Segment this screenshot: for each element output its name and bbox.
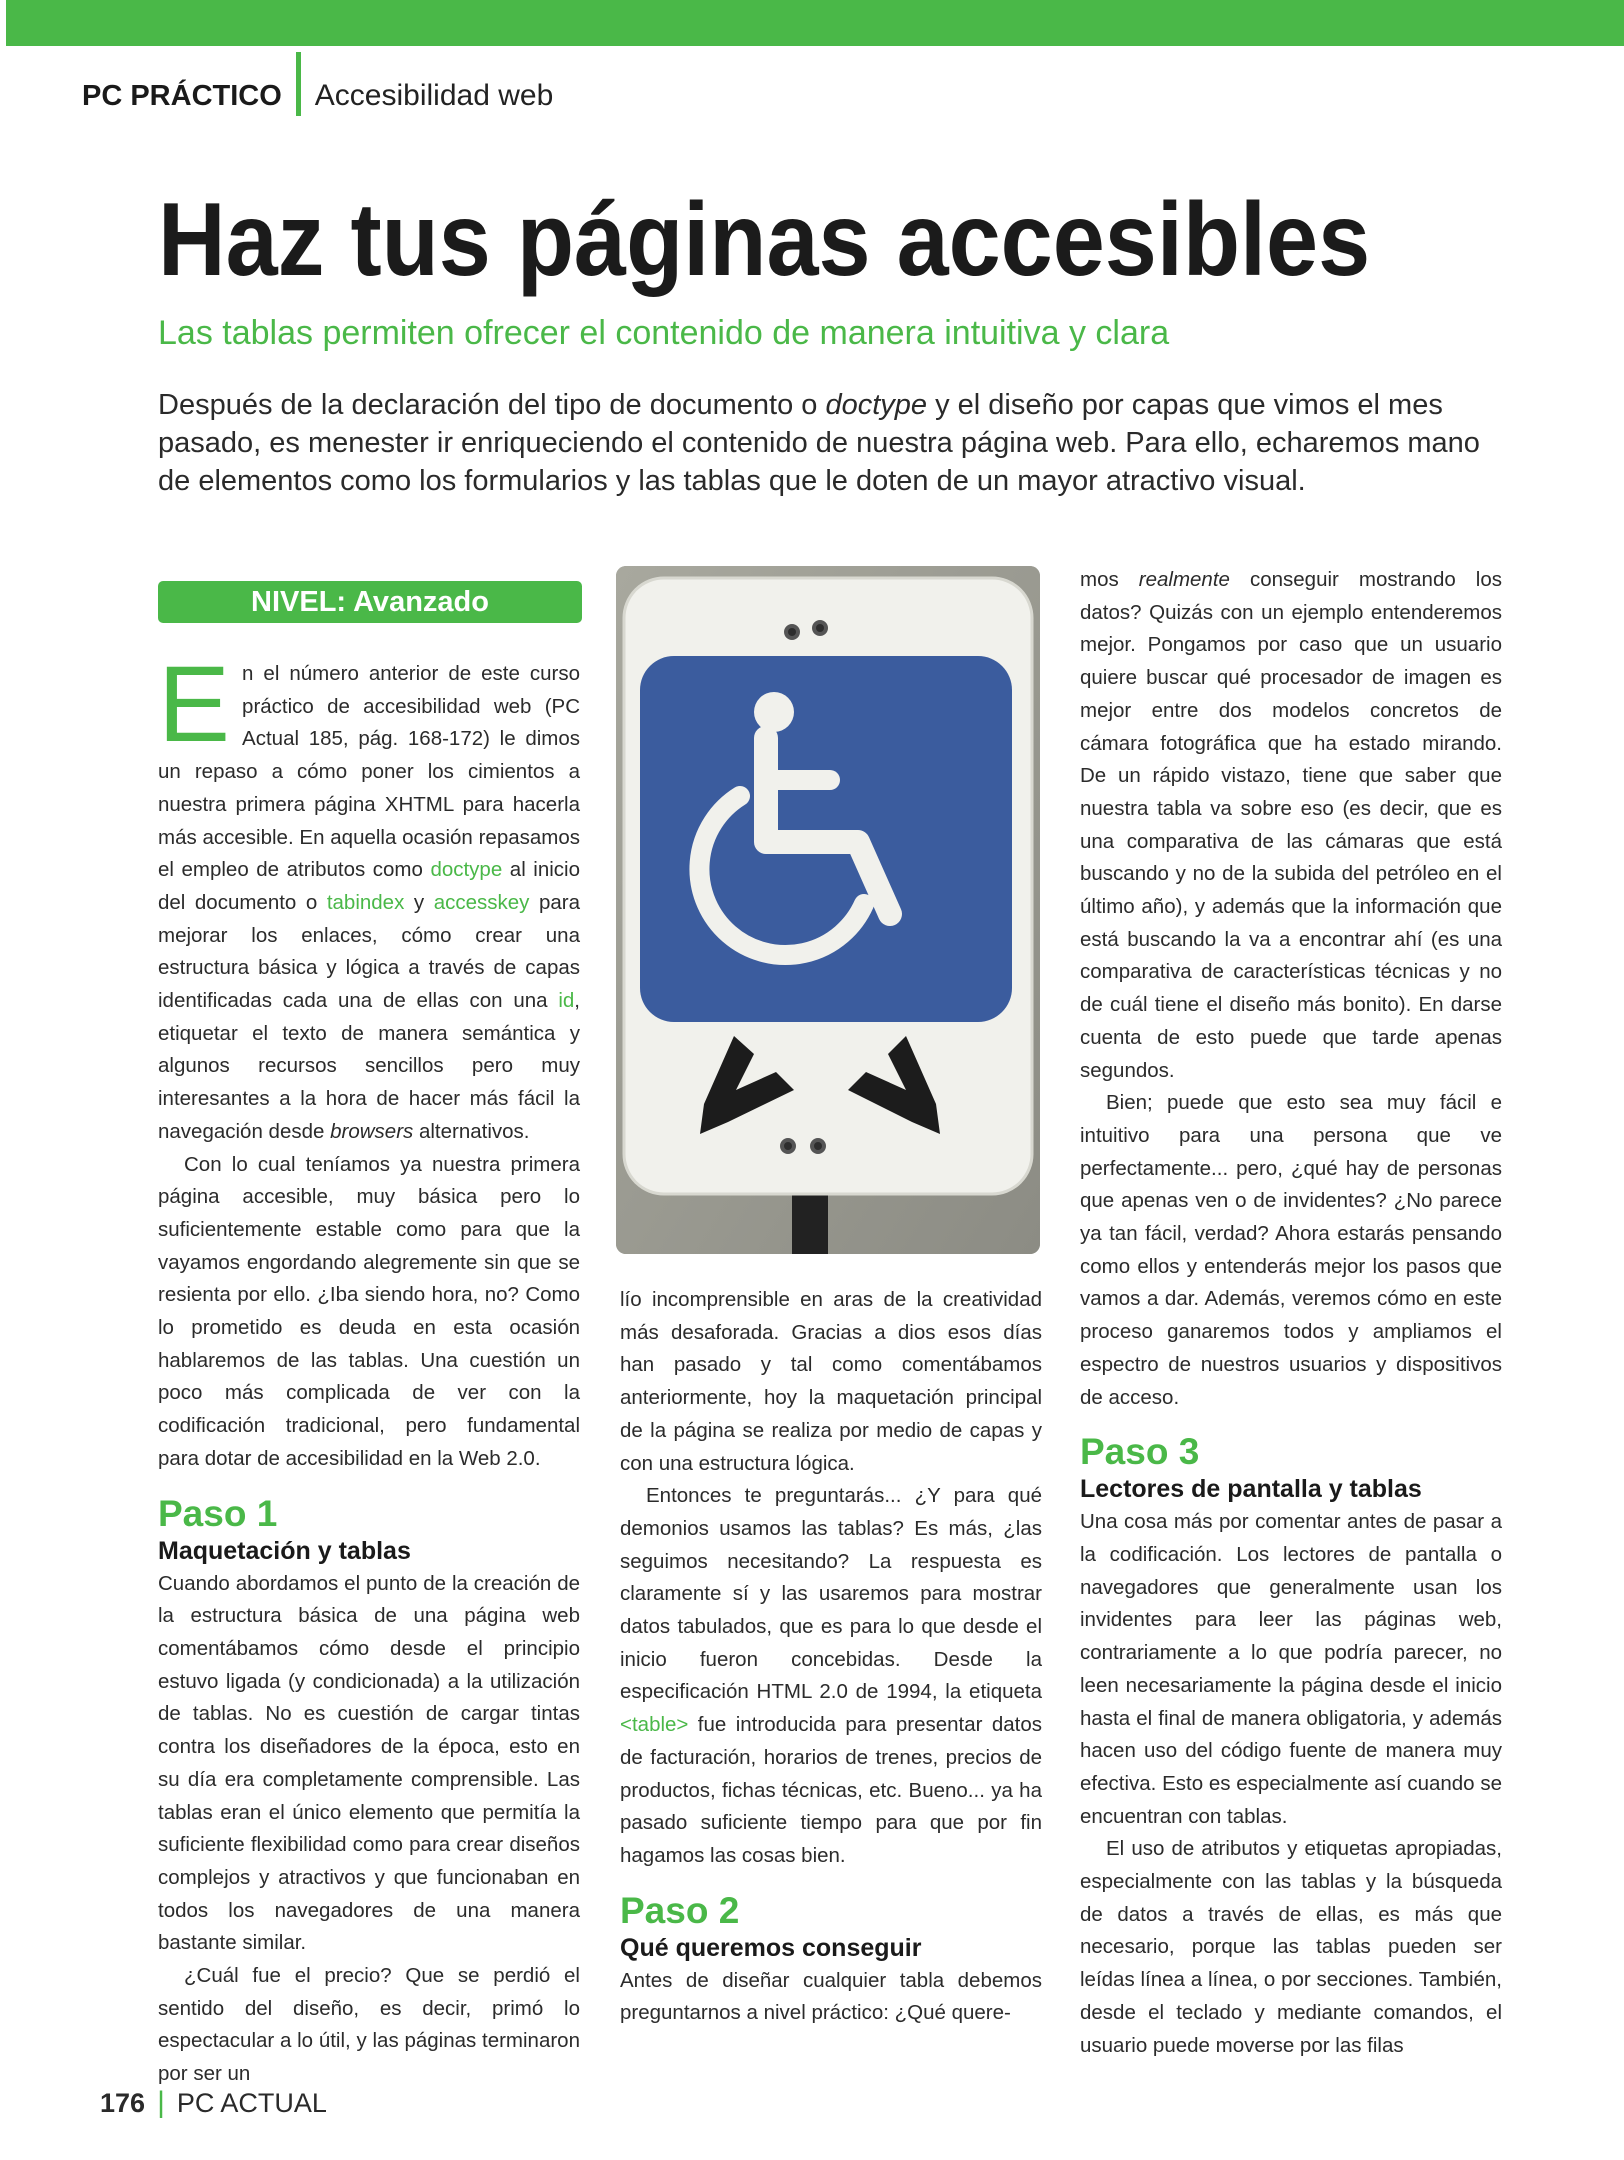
accessibility-sign-photo (616, 566, 1040, 1254)
wheelchair-sign-image (616, 566, 1040, 1254)
drop-cap: E (158, 643, 231, 764)
paragraph (1080, 564, 1502, 1087)
keyword-doctype: doctype (430, 858, 503, 882)
paragraph: ¿Cuál fue el precio? Que se perdió el sentido del diseño, es decir, primó lo espectacular a lo útil, y las páginas terminaron por ser un (158, 1964, 580, 2086)
keyword-accesskey: accesskey (433, 890, 530, 914)
lead-text-cont: y el diseño por capas que vimos el mes pasado, es menester ir enriqueciendo el contenido de nuestra página web. Para ello, echaremos mano de elementos como los formularios y las tablas que le doten de un mayor atractivo visual. (158, 389, 1480, 497)
text-run: , etiquetar el texto de manera semántica y algunos recursos sencillos pero muy interesantes a la hora de hacer más fácil la navegación desde (158, 989, 580, 1143)
article-subtitle: Las tablas permiten ofrecer el contenido de manera intuitiva y clara (158, 314, 1170, 352)
paragraph: El uso de atributos y etiquetas apropiadas, especialmente con las tablas y la búsqueda de datos a través de ellas, es más que necesario, porque las tablas pueden ser leídas línea a línea, o por secciones. También, desde el teclado y mediante comandos, el usuario puede moverse por las filas (1080, 1837, 1502, 2057)
keyword-id: id (558, 989, 575, 1013)
column-3 (1080, 564, 1502, 2062)
column-2 (620, 1284, 1042, 2030)
top-color-bar (6, 0, 1624, 46)
lead-text: Después de la declaración del tipo de documento o (158, 389, 826, 421)
paragraph: Una cosa más por comentar antes de pasar a la codificación. Los lectores de pantalla o navegadores que generalmente usan los invidentes para leer las páginas web, contrariamente a lo que podría parecer, no leen necesariamente la página desde el inicio hasta el final de manera obligatoria, y además hacen uso del código fuente de manera muy efectiva. Esto es especialmente así cuando se encuentran con tablas. (1080, 1510, 1502, 1828)
text-run: n el número anterior de este curso práctico de accesibilidad web (PC Actual 185, pág. 168-172) le dimos un repaso a cómo poner los cimientos a nuestra primera página XHTML para hacerla más accesible. En aquella ocasión repasamos el empleo de atributos como (158, 662, 580, 882)
paragraph: Con lo cual teníamos ya nuestra primera página accesible, muy básica pero lo suficientemente estable como para que la vayamos engordando alegremente sin que se resienta por ello. ¿Iba siendo hora, no? Como lo prometido es deuda en esta ocasión hablaremos de las tablas. Una cuestión un poco más complicada de ver con la codificación tradicional, pero fundamental para dotar de accesibilidad en la Web 2.0. (158, 1152, 580, 1470)
text-run: mos (1080, 568, 1139, 591)
paragraph: lío incomprensible en aras de la creatividad más desaforada. Gracias a dios esos días han pasado y tal como comentábamos anteriormente, hoy la maquetación principal de la página se realiza por medio de capas y con una estructura lógica. (620, 1288, 1042, 1475)
page-footer (100, 2086, 327, 2120)
paragraph (158, 643, 580, 1149)
keyword-table-tag: <table> (620, 1713, 689, 1737)
article-title: Haz tus páginas accesibles (158, 182, 1371, 298)
step-2-title: Paso 2 (620, 1889, 740, 1931)
paragraph: Antes de diseñar cualquier tabla debemos preguntarnos a nivel práctico: ¿Qué quere- (620, 1968, 1042, 2025)
column-1 (158, 643, 580, 2091)
step-1-subtitle: Maquetación y tablas (158, 1536, 411, 1565)
article-lead (158, 386, 1498, 500)
step-1-title: Paso 1 (158, 1492, 278, 1534)
paragraph: Bien; puede que esto sea muy fácil e intuitivo para una persona que ve perfectamente... pero, ¿qué hay de personas que apenas ven o de invidentes? ¿No parece ya tan fácil, verdad? Ahora estarás pensando como ellos y entenderás mejor los pasos que vamos a dar. Además, veremos cómo en este proceso ganaremos todos y ampliamos el espectro de nuestros usuarios y dispositivos de acceso. (1080, 1091, 1502, 1409)
level-badge: NIVEL: Avanzado (158, 581, 582, 623)
text-run: para mejorar los enlaces, cómo crear una estructura básica y lógica a través de capas identificadas cada una de ellas con una (158, 890, 580, 1013)
section-subtitle: Accesibilidad web (314, 79, 554, 112)
italic-browsers: browsers (330, 1119, 414, 1143)
footer-divider: | (157, 2086, 165, 2119)
section-label: PC PRÁCTICO (82, 79, 282, 112)
step-3-subtitle: Lectores de pantalla y tablas (1080, 1475, 1422, 1504)
step-2-subtitle: Qué queremos conseguir (620, 1933, 922, 1962)
step-3-title: Paso 3 (1080, 1431, 1200, 1473)
text-run: y (404, 890, 434, 914)
lead-italic-term: doctype (825, 389, 928, 421)
text-run: Entonces te preguntarás... ¿Y para qué demonios usamos las tablas? Es más, ¿las seguimos necesitando? La respuesta es claramente sí y las usaremos para mostrar datos tabulados, que es para lo que desde el inicio fueron concebidas. Desde la especificación HTML 2.0 de 1994, la etiqueta (620, 1484, 1042, 1704)
paragraph: Cuando abordamos el punto de la creación de la estructura básica de una página web comentábamos cómo desde el principio estuvo ligada (y condicionada) a la utilización de tablas. No es cuestión de cargar tintas contra los diseñadores de la época, esto en su día era completamente comprensible. Las tablas eran el único elemento que permitía la suficiente flexibilidad como para crear diseños complejos y atractivos y que funcionaban en todos los navegadores de una manera bastante similar. (158, 1571, 580, 1955)
text-run: fue introducida para presentar datos de facturación, horarios de trenes, precios de productos, fichas técnicas, etc. Bueno... ya ha pasado suficiente tiempo para que por fin hagamos las cosas bien. (620, 1713, 1042, 1867)
text-run: al inicio del documento o (158, 858, 580, 914)
keyword-tabindex: tabindex (326, 890, 405, 914)
text-run: conseguir mostrando los datos? Quizás con un ejemplo entenderemos mejor. Pongamos por caso que un usuario quiere buscar qué procesador de imagen es mejor entre dos modelos concretos de cámara fotográfica que ha estado mirando. De un rápido vistazo, tiene que saber que nuestra tabla va sobre eso (es decir, que es una comparativa de las cámaras que está buscando y no de la subida del petróleo en el último año), y además que la información que está buscando la va a encontrar ahí (es una comparativa de características técnicas y no de cuál tiene el diseño más bonito). En darse cuenta de esto puede que tarde apenas segundos. (1080, 568, 1502, 1082)
magazine-name: PC ACTUAL (176, 2087, 327, 2118)
section-header (82, 74, 553, 118)
section-divider (296, 52, 301, 116)
page-number: 176 (100, 2087, 146, 2118)
italic-realmente: realmente (1138, 568, 1230, 591)
text-run: alternativos. (413, 1119, 530, 1143)
paragraph (620, 1480, 1042, 1872)
